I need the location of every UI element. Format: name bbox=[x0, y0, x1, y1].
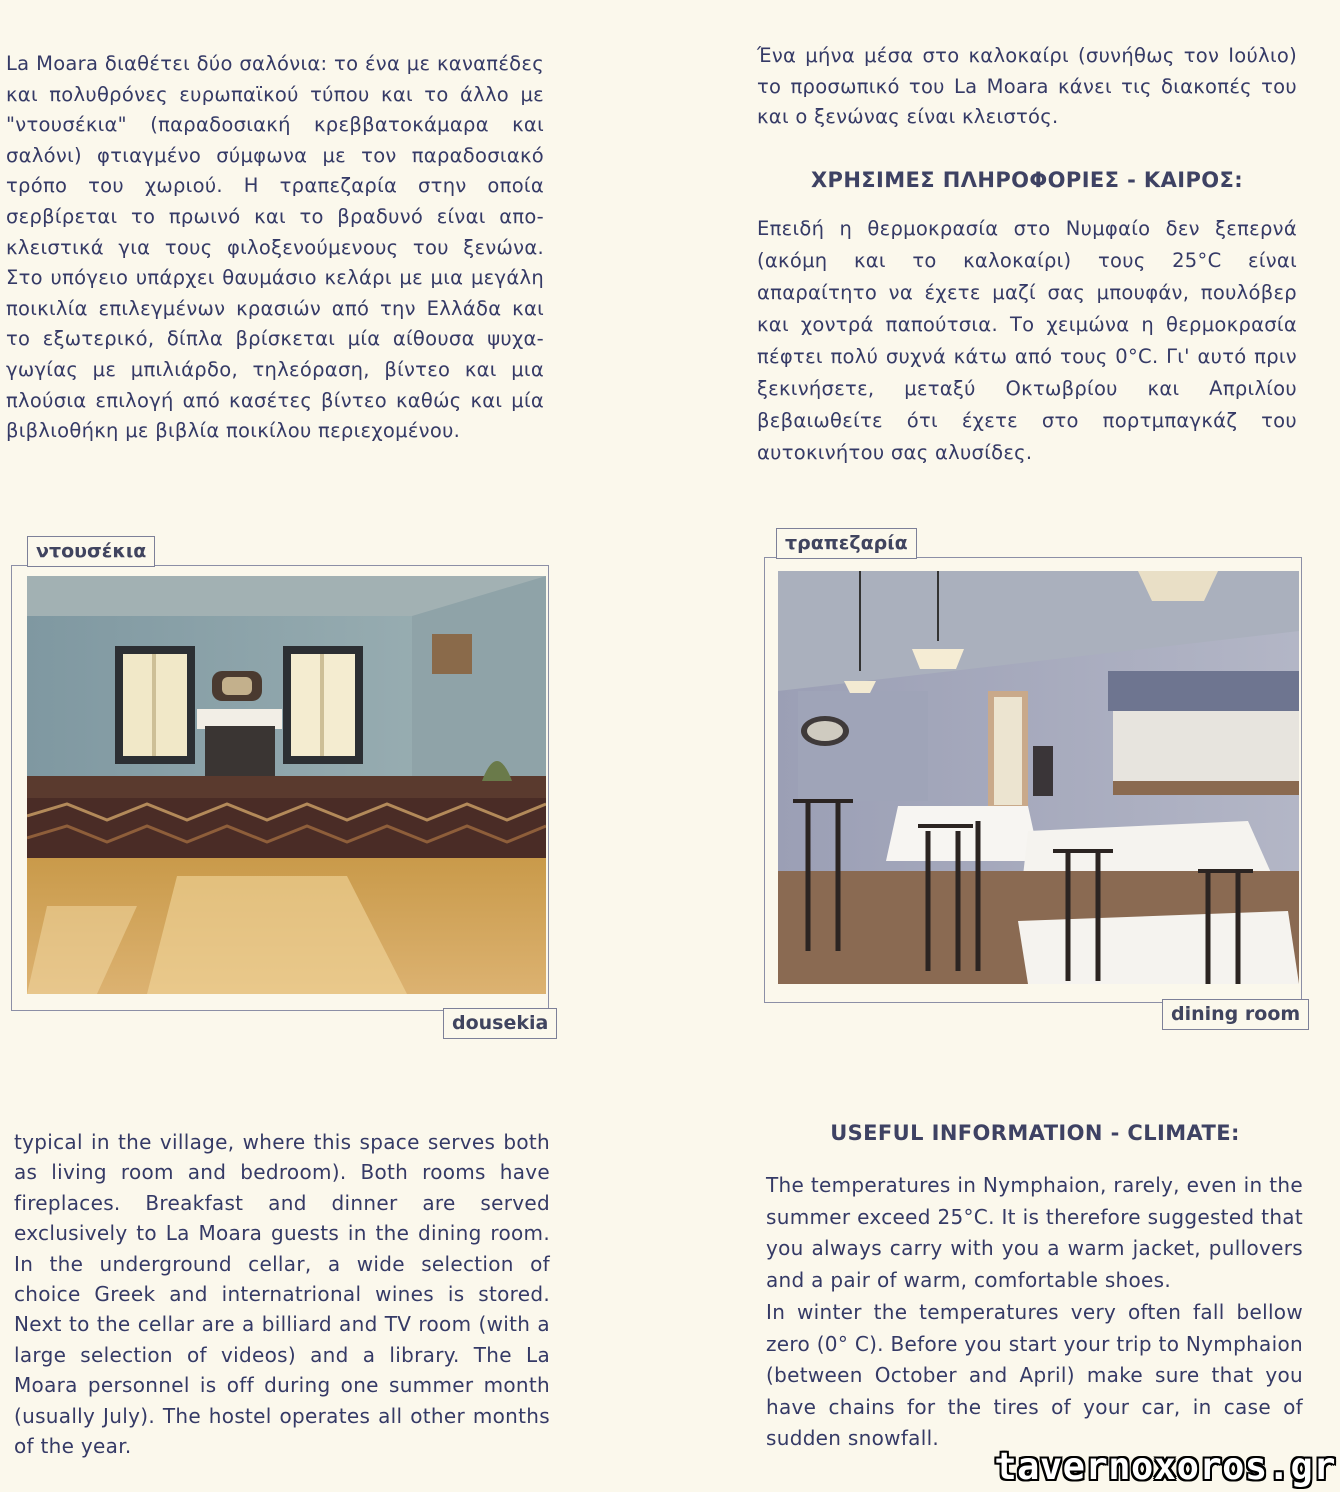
greek-climate-heading: ΧΡΗΣΙΜΕΣ ΠΛΗΡΟΦΟΡΙΕΣ - ΚΑΙΡΟΣ: bbox=[810, 168, 1244, 192]
english-climate-heading: USEFUL INFORMATION - CLIMATE: bbox=[830, 1121, 1240, 1145]
english-paragraph-climate-2: In winter the temperatures very often fall bellow zero (0° C). Before you start your trip to Nymphaion (between October and April) make sure that you have chains for the tires of your car, in case of sudden snowfall. bbox=[766, 1300, 1303, 1450]
site-watermark: tavernoxoros.gr bbox=[994, 1445, 1336, 1488]
english-paragraph-climate-1: The temperatures in Nymphaion, rarely, even in the summer exceed 25°C. It is therefore suggested that you always carry with you a warm jacket, pullovers and a pair of warm, comfortable shoes. bbox=[766, 1173, 1303, 1292]
dousekia-room-image bbox=[27, 576, 546, 994]
dousekia-english-label: dousekia bbox=[443, 1008, 557, 1039]
dining-room-greek-label: τραπεζαρία bbox=[776, 528, 917, 559]
dining-room-english-label: dining room bbox=[1162, 999, 1309, 1030]
english-paragraph-lounges: typical in the village, where this space serves both as living room and bedroom). Both rooms have fireplaces. Breakfast and dinner are served exclusively to La Moara guests in the dining room. In the underground cellar, a wide selection of choice Greek and internatrional wines is stored. Next to the cellar are a billiard and TV room (with a large selection of videos) and a library. The La Moara personnel is off during one summer month (usually July). The hostel operates all other months of the year. bbox=[14, 1130, 550, 1459]
greek-paragraph-lounges: La Moara διαθέτει δύο σαλόνια: το ένα με καναπέδες και πολυθρόνες ευρωπαϊκού τύπου και το άλλο με "ντουσέκια" (παραδοσιακή κρεββατοκάμαρα και σαλόνι) φτιαγμένο σύμφωνα με τον παραδοσιακό τρόπο του χωριού. Η τραπεζαρία στην οποία σερβίρεται το πρωινό και το βραδυνό είναι απο-κλειστικά για τους φιλοξενούμενους του ξενώνα. Στο υπόγειο υπάρχει θαυμάσιο κελάρι με μια μεγάλη ποικιλία επιλεγμένων κρασιών από την Ελλάδα και το εξωτερικό, δίπλα βρίσκεται μία αίθουσα ψυχα-γωγίας με μπιλιάρδο, τηλεόραση, βίντεο και μια πλούσια επιλογή από κασέτες βίντεο καθώς και μία βιβλιοθήκη με βιβλία ποικίλου περιεχομένου. bbox=[6, 52, 544, 443]
dining-room-photo bbox=[778, 571, 1299, 984]
dining-room-image bbox=[778, 571, 1299, 984]
dousekia-photo bbox=[27, 576, 546, 994]
dousekia-greek-label: ντουσέκια bbox=[27, 536, 155, 567]
greek-paragraph-closing: Ένα μήνα μέσα στο καλοκαίρι (συνήθως τον Ιούλιο) το προσωπικό του La Moara κάνει τις διακοπές του και ο ξενώνας είναι κλειστός. bbox=[757, 44, 1297, 129]
greek-paragraph-climate: Επειδή η θερμοκρασία στο Νυμφαίο δεν ξεπερνά (ακόμη και το καλοκαίρι) τους 25°C είναι απαραίτητο να έχετε μαζί σας μπουφάν, πουλόβερ και χοντρά παπούτσια. Το χειμώνα η θερμοκρασία πέφτει πολύ συχνά κάτω από τους 0°C. Γι' αυτό πριν ξεκινήσετε, μεταξύ Οκτωβρίου και Απριλίου βεβαιωθείτε ότι έχετε στο πορτμπαγκάζ του αυτοκινήτου σας αλυσίδες. bbox=[757, 217, 1297, 464]
